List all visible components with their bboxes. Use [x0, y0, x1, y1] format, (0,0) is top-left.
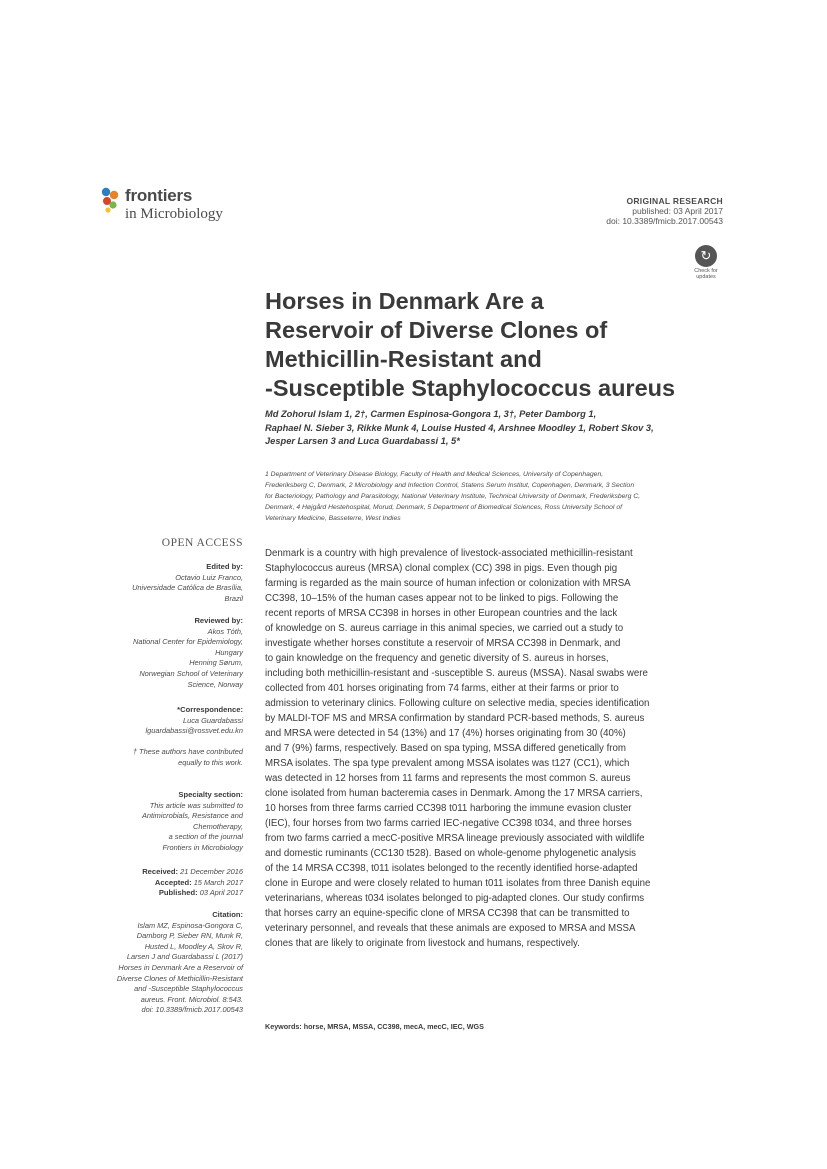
article-title	[265, 287, 745, 403]
citation-line[interactable]: doi: 10.3389/fmicb.2017.00543	[141, 1005, 243, 1015]
abstract-line: that horses carry an equine-specific clone of MRSA CC398 that can be transmitted to	[265, 908, 630, 920]
abstract-line: clones that are likely to originate from livestock and humans, respectively.	[265, 938, 580, 950]
reviewer-line: Henning Sørum,	[189, 658, 243, 668]
abstract-line: farming is regarded as the main source of human infection or colonization with MRSA	[265, 578, 631, 590]
published-date: published: 03 April 2017	[632, 206, 723, 216]
abstract-line: investigate whether horses constitute a reservoir of MRSA CC398 in Denmark, and	[265, 638, 621, 650]
editor-line: Brazil	[224, 593, 243, 603]
published-value: 03 April 2017	[197, 888, 243, 898]
citation-heading: Citation:	[212, 910, 243, 919]
abstract-line: was detected in 12 horses from 11 farms and represents the most common S. aureus	[265, 773, 631, 785]
specialty-section	[142, 790, 243, 854]
title-line: Horses in Denmark Are a	[265, 288, 544, 314]
contribution-note	[133, 747, 243, 768]
citation-line: Diverse Clones of Methicillin-Resistant	[116, 973, 243, 983]
reviewer-line: Norwegian School of Veterinary	[139, 668, 243, 678]
check-updates-label: Check for updates	[694, 268, 718, 280]
abstract-line: including both methicillin-resistant and -susceptible S. aureus (MSSA). Nasal swabs were	[265, 668, 648, 680]
abstract-line: veterinary personnel, and reveals that these animals are exposed to MRSA and MSSA	[265, 923, 636, 935]
affiliation-line: for Bacteriology, Pathology and Parasitology, National Veterinary Institute, Technical University of Denmark, Frederiksberg C,	[265, 493, 641, 500]
affiliation-line: Veterinary Medicine, Basseterre, West Indies	[265, 515, 401, 522]
reviewer-line: Akos Tóth,	[207, 626, 243, 636]
correspondence-email[interactable]: lguardabassi@rossvet.edu.kn	[145, 726, 243, 736]
abstract-line: to gain knowledge on the frequency and genetic diversity of S. aureus in horses,	[265, 653, 609, 665]
reviewed-by-heading: Reviewed by:	[194, 616, 243, 625]
published-label: Published:	[158, 888, 198, 898]
reviewer-line: Hungary	[215, 647, 243, 657]
specialty-heading: Specialty section:	[178, 790, 243, 799]
abstract-line: of the 14 MRSA CC398, t011 isolates belonged to the recently identified horse-adapted	[265, 863, 638, 875]
frontiers-logo-icon	[100, 186, 122, 214]
received-label: Received:	[142, 867, 179, 876]
accepted-label: Accepted:	[154, 877, 192, 887]
editor-line: Octavio Luiz Franco,	[175, 572, 243, 582]
author-line: Raphael N. Sieber 3, Rikke Munk 4, Louise Husted 4, Arshnee Moodley 1, Robert Skov 3,	[265, 422, 654, 433]
check-for-updates-badge[interactable]	[690, 245, 722, 279]
open-access-label: OPEN ACCESS	[161, 537, 243, 549]
abstract-line: (IEC), four horses from two farms carried IEC-negative CC398 t034, and three horses	[265, 818, 632, 830]
abstract-line: Denmark is a country with high prevalence of livestock-associated methicillin-resistant	[265, 548, 633, 559]
abstract-line: of knowledge on S. aureus carriage in this animal species, we carried out a study to	[265, 623, 624, 635]
reviewer-line: National Center for Epidemiology,	[133, 637, 243, 647]
abstract-line: collected from 401 horses originating from 74 farms, either at their farms or prior to	[265, 683, 619, 695]
abstract-line: admission to veterinary clinics. Following culture on selective media, species identification	[265, 698, 650, 710]
abstract	[265, 546, 727, 951]
abstract-line: and MRSA were detected in 54 (13%) and 17 (4%) horses originating from 30 (40%)	[265, 728, 626, 740]
keywords: Keywords: horse, MRSA, MSSA, CC398, mecA, mecC, IEC, WGS	[265, 1022, 484, 1031]
published-date-side	[142, 888, 243, 899]
abstract-line: and 7 (9%) farms, respectively. Based on spa typing, MSSA differed genetically from	[265, 743, 626, 755]
author-line: Jesper Larsen 3 and Luca Guardabassi 1, 5*	[265, 436, 460, 446]
article-type: ORIGINAL RESEARCH	[626, 196, 723, 206]
abstract-line: MRSA isolates. The spa type prevalent among MSSA isolates was t127 (CC1), which	[265, 758, 630, 770]
editor-line: Universidade Católica de Brasília,	[132, 583, 243, 593]
specialty-line: Chemotherapy,	[193, 821, 243, 831]
specialty-line: a section of the journal	[168, 832, 243, 842]
correspondence-name: Luca Guardabassi	[183, 715, 243, 725]
citation-line: Islam MZ, Espinosa-Gongora C,	[137, 920, 243, 930]
abstract-line: recent reports of MRSA CC398 in horses in other European countries and the lack	[265, 608, 618, 620]
correspondence-section	[146, 705, 243, 737]
received-value: 21 December 2016	[178, 867, 243, 876]
citation-line: Husted L, Moodley A, Skov R,	[144, 941, 243, 951]
affiliation-line: 1 Department of Veterinary Disease Biology, Faculty of Health and Medical Sciences, University of Copenhagen,	[265, 471, 604, 478]
received-date	[142, 867, 243, 878]
edited-by-section	[132, 562, 243, 604]
specialty-line: Frontiers in Microbiology	[162, 842, 243, 852]
contribution-line: † These authors have contributed	[132, 747, 243, 756]
affiliation-line: Frederiksberg C, Denmark, 2 Microbiology and Infection Control, Statens Serum Institut, Copenhagen, Denmark, 3 Section	[265, 482, 635, 489]
citation-line: Horses in Denmark Are a Reservoir of	[118, 962, 243, 972]
author-line: Md Zohorul Islam 1, 2†, Carmen Espinosa-Gongora 1, 3†, Peter Damborg 1,	[265, 409, 597, 419]
specialty-line: Antimicrobials, Resistance and	[141, 811, 243, 821]
affiliation-line: Denmark, 4 Højgård Hestehospital, Morud, Denmark, 5 Department of Biomedical Sciences, Ross University School of	[265, 504, 622, 511]
correspondence-heading: *Correspondence:	[177, 705, 243, 714]
author-list	[265, 408, 735, 449]
abstract-line: 10 horses from three farms carried CC398 t011 harboring the immune evasion cluster	[265, 803, 632, 815]
refresh-icon: ↻	[695, 245, 717, 267]
abstract-line: and domestic ruminants (CC130 t528). Based on whole-genome phylogenetic analysis	[265, 848, 637, 860]
abstract-line: Staphylococcus aureus (MRSA) clonal complex (CC) 398 in pigs. Even though pig	[265, 563, 618, 575]
journal-subtitle: in Microbiology	[125, 206, 223, 222]
abstract-line: clone isolated from human bacteremia cases in Denmark. Among the 17 MRSA carriers,	[265, 788, 643, 800]
title-line: -Susceptible Staphylococcus aureus	[265, 375, 676, 401]
citation-line: Damborg P, Sieber RN, Munk R,	[136, 931, 243, 941]
journal-name: frontiers	[125, 186, 193, 205]
dates-section	[142, 867, 243, 899]
edited-by-heading: Edited by:	[206, 562, 243, 571]
abstract-line: veterinarians, whereas t034 isolates belonged to pig-adapted clones. Our study confirms	[265, 893, 645, 905]
citation-line: Larsen J and Guardabassi L (2017)	[126, 952, 243, 962]
citation-line: aureus. Front. Microbiol. 8:543.	[140, 994, 243, 1004]
reviewed-by-section	[133, 616, 243, 690]
reviewer-line: Science, Norway	[187, 679, 243, 689]
abstract-line: from two farms carried a mecC-positive MRSA lineage previously associated with wildlife	[265, 833, 645, 845]
accepted-value: 15 March 2017	[191, 877, 243, 887]
abstract-line: CC398, 10–15% of the human cases appear not to be linked to pigs. Following the	[265, 593, 619, 605]
specialty-line: This article was submitted to	[149, 800, 243, 810]
title-line: Reservoir of Diverse Clones of	[265, 317, 608, 343]
abstract-line: clone in Europe and were closely related to human t011 isolates from three Danish equine	[265, 878, 651, 890]
citation-line: and -Susceptible Staphylococcus	[134, 984, 243, 994]
citation-section	[117, 910, 243, 1016]
accepted-date	[142, 878, 243, 889]
title-line: Methicillin-Resistant and	[265, 346, 542, 372]
contribution-line: equally to this work.	[178, 757, 243, 767]
affiliations	[265, 469, 735, 524]
journal-logo	[100, 186, 260, 232]
abstract-line: by MALDI-TOF MS and MRSA confirmation by standard PCR-based methods, S. aureus	[265, 713, 645, 725]
article-meta	[606, 196, 723, 226]
doi: doi: 10.3389/fmicb.2017.00543	[606, 216, 723, 226]
